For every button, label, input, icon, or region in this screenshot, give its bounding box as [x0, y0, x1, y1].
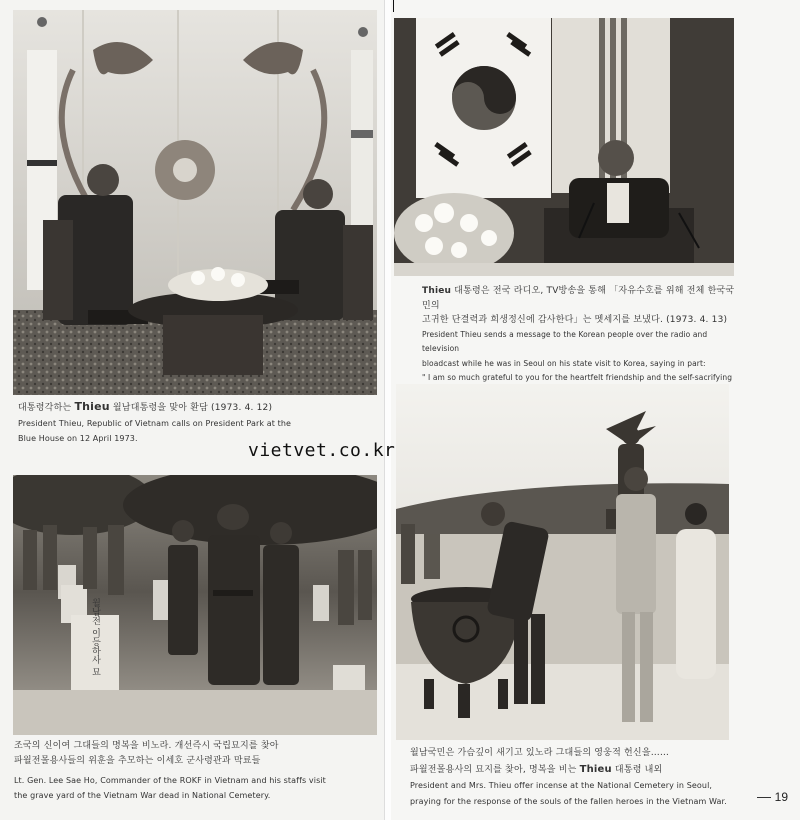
site-watermark: vietvet.co.kr — [248, 440, 396, 461]
caption-photo-4: 월남국민은 가슴깊이 새기고 있노라 그대들의 영웅적 헌신을…… 파월전몰용사의 묘지를 찾아, 명복을 비는 Thieu 대통령 내외 President and Mrs. Thieu offer incense at the National Cemetery in Seoul, praying for the response of the souls of the fallen heroes in the Vietnam War. — [410, 748, 727, 806]
caption-photo-2: 조국의 신이여 그대들의 명복을 비노라. 개선즉시 국립묘지를 찾아 파월전몰용사들의 위훈을 추모하는 이세호 군사령관과 막료들 Lt. Gen. Lee Sae Ho, Commander of the ROKF in Vietnam and his staffs visit the grave yard of the Vietnam War dead in National Cemetery. — [14, 741, 326, 800]
page-number: 19 — [757, 790, 788, 804]
caption-photo-1: 대통령각하는 Thieu 월남대통령을 맞아 환담 (1973. 4. 12) President Thieu, Republic of Vietnam calls on President Park at the Blue House on 12 April 1973. — [18, 400, 292, 443]
page-edge-mark — [393, 0, 394, 12]
caption-photo-3: Thieu 대통령은 전국 라디오, TV방송을 통해 「자유수호를 위해 전체 한국국민의 고귀한 단결력과 희생정신에 감사한다」는 멧세지를 보냈다. (1973. 4. 13) President Thieu sends a message to the Korean people over the radio and television bloadcast while he was in Seoul on his state visit to Korea, saying in part: " I am so much grateful to you for the heartfelt friendship and the self-sacrifying — [422, 286, 735, 382]
photo-blue-house-meeting — [13, 10, 377, 395]
photo-incense-national-cemetery — [396, 384, 729, 740]
photo-thieu-broadcast — [394, 18, 734, 276]
photo-cemetery-visit — [13, 475, 377, 735]
gravestone-inscription: 월남전 이등하사 묘 — [90, 598, 100, 676]
